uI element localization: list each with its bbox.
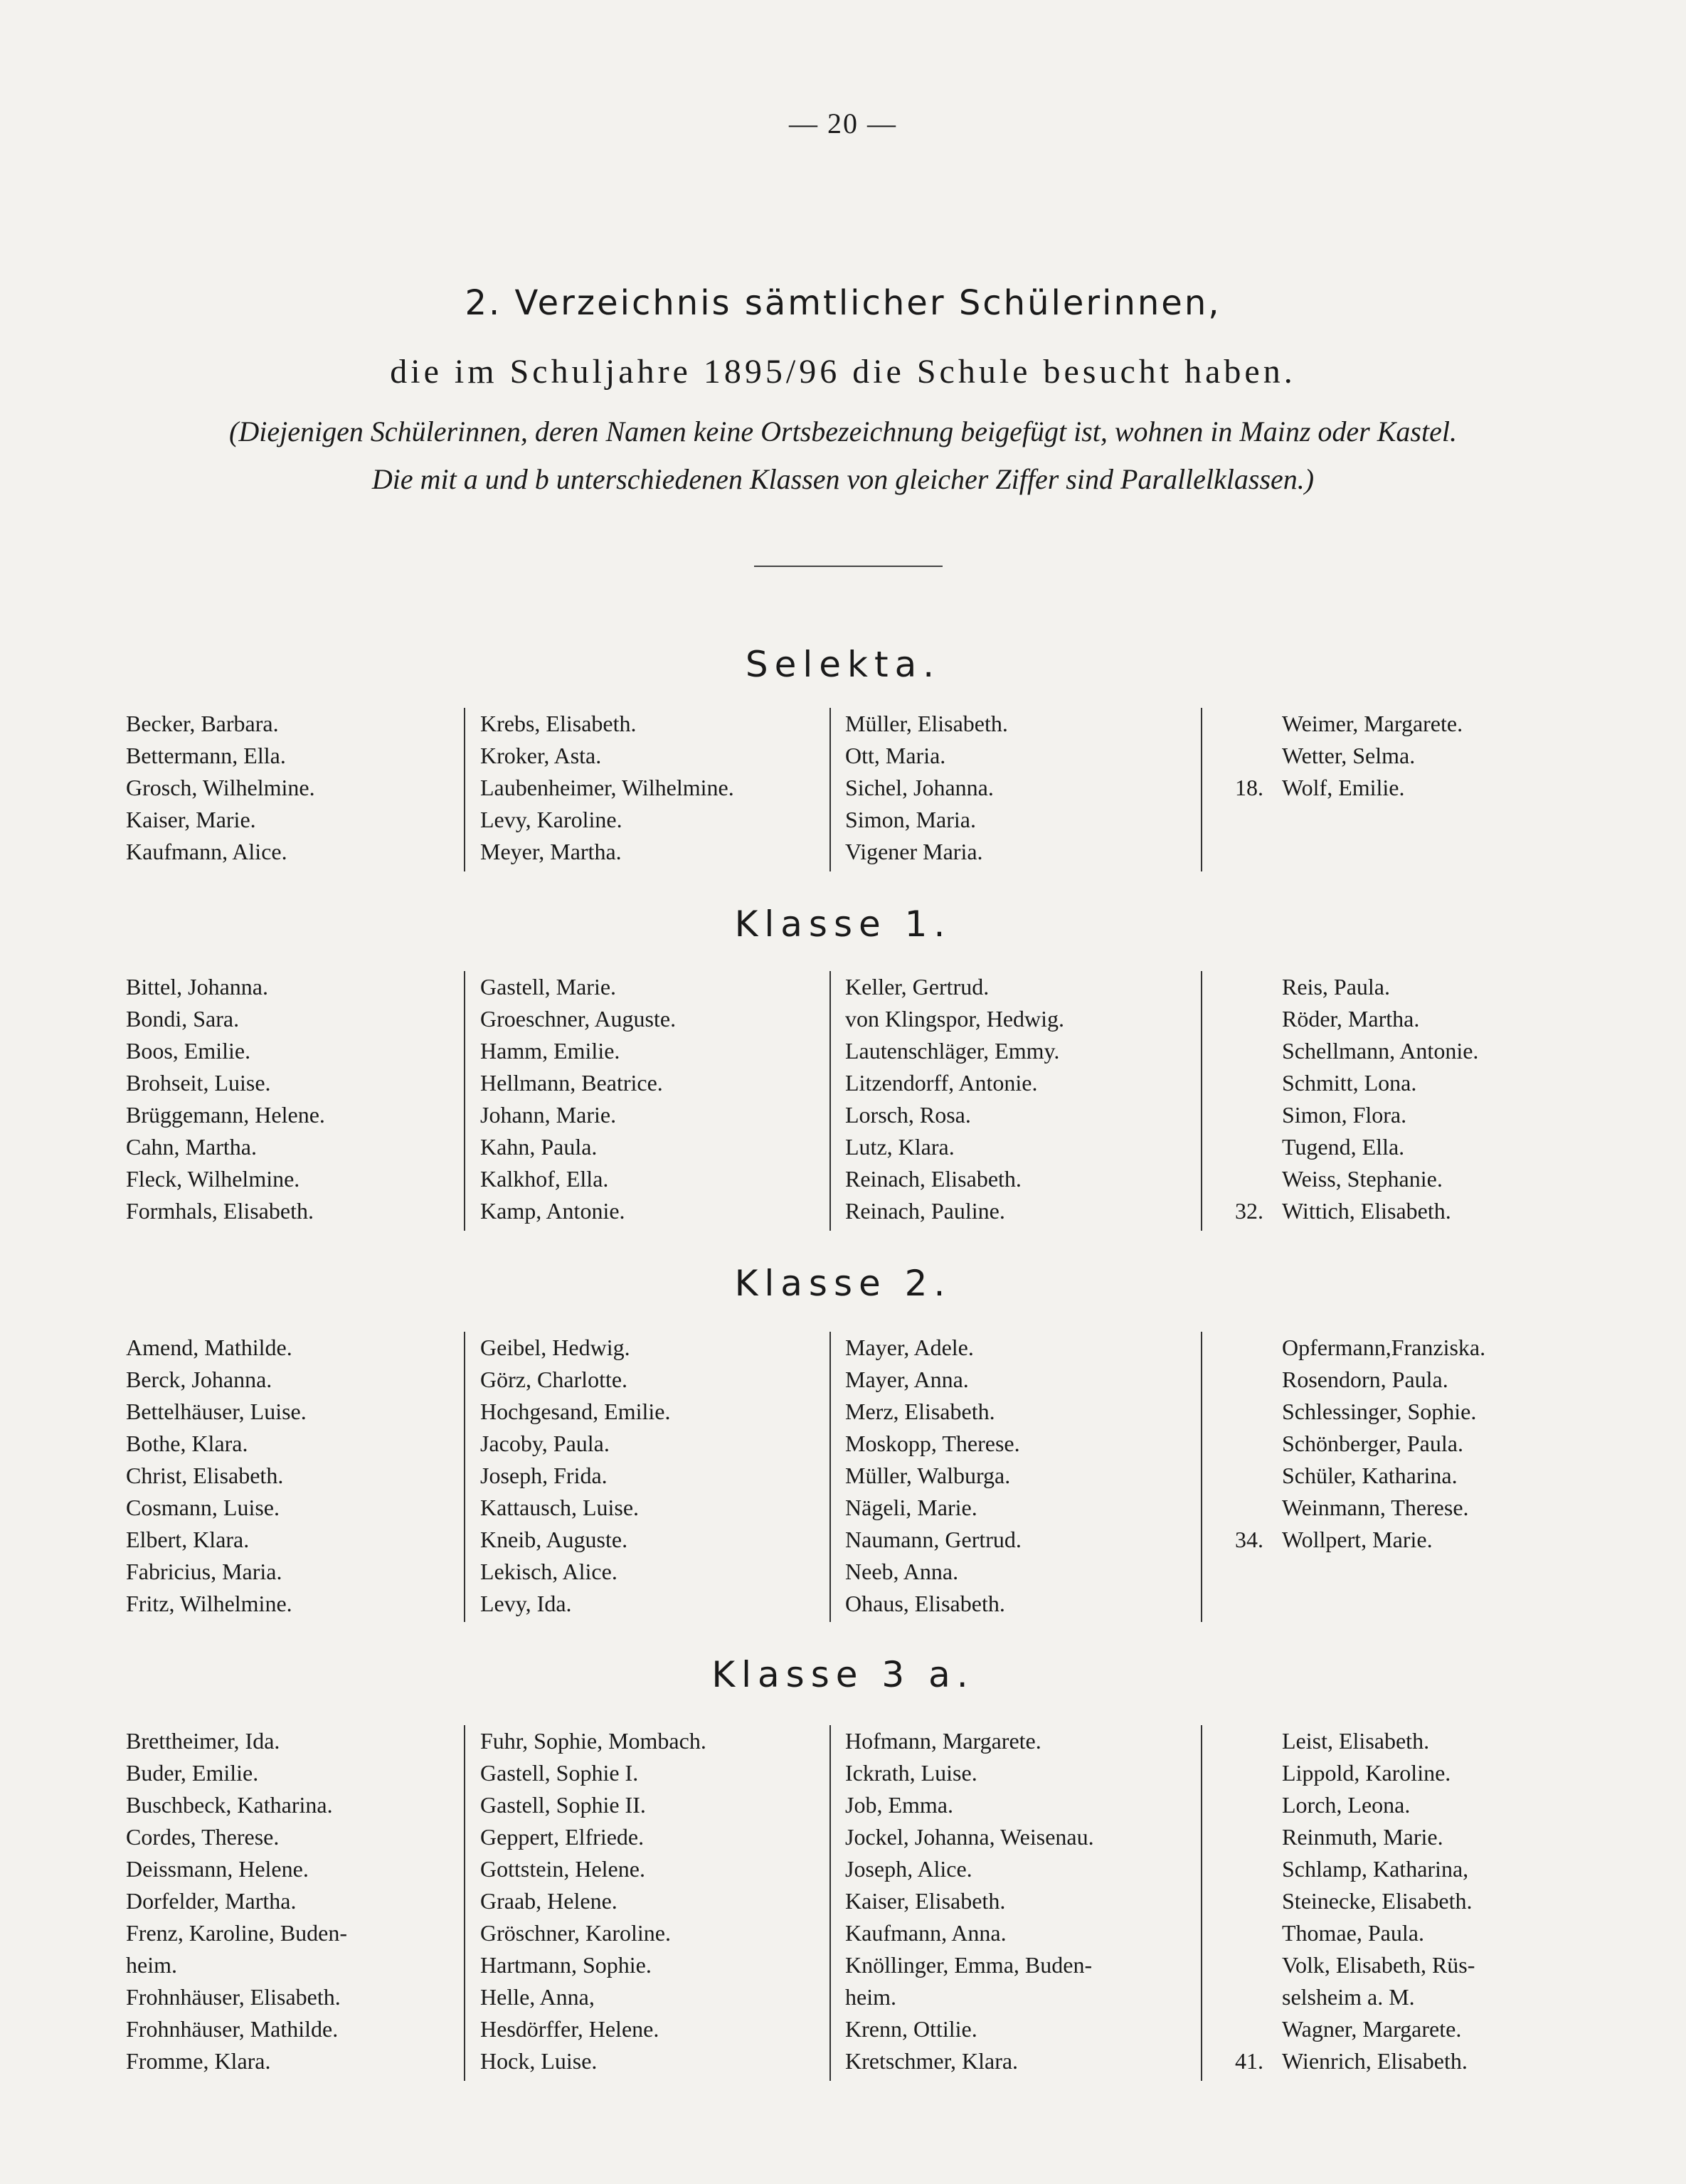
student-name: Reis, Paula. <box>1282 974 1390 1000</box>
student-name: Ott, Maria. <box>845 743 946 768</box>
student-name: Lorsch, Rosa. <box>845 1102 971 1128</box>
student-name: Gastell, Marie. <box>480 974 617 1000</box>
student-name: Groeschner, Auguste. <box>480 1006 677 1032</box>
student-count: 34. <box>1235 1527 1263 1552</box>
student-name: Levy, Karoline. <box>480 807 622 832</box>
student-name: Fabricius, Maria. <box>126 1559 282 1584</box>
student-name: Johann, Marie. <box>480 1102 617 1128</box>
student-name: Sichel, Johanna. <box>845 775 994 800</box>
list-subheading: die im Schuljahre 1895/96 die Schule besucht haben. <box>390 353 1296 391</box>
student-name: Gottstein, Helene. <box>480 1856 645 1882</box>
student-name: Leist, Elisabeth. <box>1282 1728 1430 1754</box>
student-name: Becker, Barbara. <box>126 711 279 736</box>
student-name: Jockel, Johanna, Weisenau. <box>845 1824 1094 1850</box>
student-name: Wolf, Emilie. <box>1282 775 1405 800</box>
student-name: Naumann, Gertrud. <box>845 1527 1022 1552</box>
student-name: Bittel, Johanna. <box>126 974 268 1000</box>
student-name: Mayer, Anna. <box>845 1367 969 1392</box>
student-name: Fuhr, Sophie, Mombach. <box>480 1728 706 1754</box>
name-column <box>480 1725 815 2077</box>
student-count: 41. <box>1235 2048 1263 2074</box>
student-name: Deissmann, Helene. <box>126 1856 309 1882</box>
student-name: Müller, Elisabeth. <box>845 711 1008 736</box>
student-name: Grosch, Wilhelmine. <box>126 775 315 800</box>
section-title-klasse-3a: Klasse 3 a. <box>711 1654 975 1695</box>
vertical-rule <box>464 1725 465 2081</box>
student-name: Steinecke, Elisabeth. <box>1282 1888 1473 1914</box>
student-name: Meyer, Martha. <box>480 839 622 864</box>
student-name: heim. <box>845 1984 896 2010</box>
student-name: Schlessinger, Sophie. <box>1282 1399 1477 1424</box>
student-name: Reinmuth, Marie. <box>1282 1824 1443 1850</box>
student-name: Nägeli, Marie. <box>845 1495 977 1520</box>
student-name: Lutz, Klara. <box>845 1134 955 1160</box>
vertical-rule <box>829 971 831 1231</box>
student-name: Weimer, Margarete. <box>1282 711 1463 736</box>
vertical-rule <box>1201 708 1202 871</box>
vertical-rule <box>1201 971 1202 1231</box>
name-column <box>480 1332 815 1620</box>
student-name: Boos, Emilie. <box>126 1038 251 1064</box>
student-name: Brohseit, Luise. <box>126 1070 271 1096</box>
student-name: Bettermann, Ella. <box>126 743 286 768</box>
student-name: Moskopp, Therese. <box>845 1431 1020 1456</box>
student-name: Hofmann, Margarete. <box>845 1728 1041 1754</box>
list-heading: 2. Verzeichnis sämtlicher Schülerinnen, <box>465 283 1221 323</box>
student-name: Gastell, Sophie II. <box>480 1792 646 1818</box>
student-name: Brettheimer, Ida. <box>126 1728 280 1754</box>
name-column <box>126 971 460 1227</box>
student-name: Kahn, Paula. <box>480 1134 598 1160</box>
vertical-rule <box>1201 1725 1202 2081</box>
student-name: Hartmann, Sophie. <box>480 1952 652 1978</box>
student-name: Kaufmann, Anna. <box>845 1920 1007 1946</box>
student-name: Keller, Gertrud. <box>845 974 990 1000</box>
student-name: Wittich, Elisabeth. <box>1282 1198 1451 1224</box>
student-name: Ohaus, Elisabeth. <box>845 1591 1005 1616</box>
student-name: Hellmann, Beatrice. <box>480 1070 663 1096</box>
student-name: Hamm, Emilie. <box>480 1038 620 1064</box>
student-name: Reinach, Elisabeth. <box>845 1166 1022 1192</box>
student-name: Hock, Luise. <box>480 2048 598 2074</box>
name-column <box>845 971 1179 1227</box>
student-name: selsheim a. M. <box>1282 1984 1415 2010</box>
student-name: Bothe, Klara. <box>126 1431 248 1456</box>
student-name: Fritz, Wilhelmine. <box>126 1591 292 1616</box>
student-name: Lautenschläger, Emmy. <box>845 1038 1060 1064</box>
section-title-klasse-1: Klasse 1. <box>734 903 952 945</box>
student-name: Cosmann, Luise. <box>126 1495 280 1520</box>
name-column <box>845 708 1179 868</box>
student-name: Kamp, Antonie. <box>480 1198 625 1224</box>
vertical-rule <box>829 1725 831 2081</box>
student-name: heim. <box>126 1952 177 1978</box>
student-name: Kaufmann, Alice. <box>126 839 287 864</box>
student-name: Elbert, Klara. <box>126 1527 250 1552</box>
student-name: Joseph, Alice. <box>845 1856 972 1882</box>
student-name: von Klingspor, Hedwig. <box>845 1006 1065 1032</box>
student-name: Schellmann, Antonie. <box>1282 1038 1479 1064</box>
student-name: Volk, Elisabeth, Rüs- <box>1282 1952 1475 1978</box>
student-name: Kneib, Auguste. <box>480 1527 628 1552</box>
student-name: Fromme, Klara. <box>126 2048 271 2074</box>
student-name: Reinach, Pauline. <box>845 1198 1005 1224</box>
name-column <box>1282 1725 1616 2077</box>
student-name: Lippold, Karoline. <box>1282 1760 1451 1786</box>
student-name: Hesdörffer, Helene. <box>480 2016 659 2042</box>
name-column <box>1282 971 1616 1227</box>
page-number: — 20 — <box>789 107 897 139</box>
student-name: Merz, Elisabeth. <box>845 1399 995 1424</box>
student-name: Schüler, Katharina. <box>1282 1463 1458 1488</box>
student-name: Schlamp, Katharina, <box>1282 1856 1469 1882</box>
student-name: Opfermann,Franziska. <box>1282 1335 1486 1360</box>
student-name: Brüggemann, Helene. <box>126 1102 325 1128</box>
student-name: Kaiser, Marie. <box>126 807 256 832</box>
student-name: Graab, Helene. <box>480 1888 617 1914</box>
vertical-rule <box>829 1332 831 1622</box>
name-column <box>480 971 815 1227</box>
vertical-rule <box>464 1332 465 1622</box>
student-name: Laubenheimer, Wilhelmine. <box>480 775 734 800</box>
student-count: 32. <box>1235 1198 1263 1224</box>
student-name: Frohnhäuser, Mathilde. <box>126 2016 339 2042</box>
student-count: 18. <box>1235 775 1263 800</box>
student-name: Bettelhäuser, Luise. <box>126 1399 307 1424</box>
vertical-rule <box>1201 1332 1202 1622</box>
note-line-1: (Diejenigen Schülerinnen, deren Namen keine Ortsbezeichnung beigefügt ist, wohnen in Mainz oder Kastel. <box>229 415 1457 447</box>
name-column <box>845 1725 1179 2077</box>
student-name: Fleck, Wilhelmine. <box>126 1166 300 1192</box>
student-name: Buder, Emilie. <box>126 1760 259 1786</box>
student-name: Berck, Johanna. <box>126 1367 272 1392</box>
student-name: Frenz, Karoline, Buden- <box>126 1920 348 1946</box>
section-title-selekta: Selekta. <box>745 644 941 685</box>
section-title-klasse-2: Klasse 2. <box>734 1263 952 1304</box>
student-name: Geppert, Elfriede. <box>480 1824 645 1850</box>
vertical-rule <box>464 971 465 1231</box>
student-name: Wetter, Selma. <box>1282 743 1416 768</box>
student-name: Dorfelder, Martha. <box>126 1888 297 1914</box>
student-name: Buschbeck, Katharina. <box>126 1792 333 1818</box>
student-name: Kaiser, Elisabeth. <box>845 1888 1006 1914</box>
student-name: Gastell, Sophie I. <box>480 1760 639 1786</box>
student-name: Röder, Martha. <box>1282 1006 1420 1032</box>
student-name: Neeb, Anna. <box>845 1559 959 1584</box>
student-name: Gröschner, Karoline. <box>480 1920 671 1946</box>
student-name: Bondi, Sara. <box>126 1006 240 1032</box>
name-column <box>480 708 815 868</box>
student-name: Joseph, Frida. <box>480 1463 608 1488</box>
name-column <box>126 708 460 868</box>
student-name: Kattausch, Luise. <box>480 1495 640 1520</box>
student-name: Formhals, Elisabeth. <box>126 1198 314 1224</box>
name-column <box>126 1332 460 1620</box>
student-name: Kretschmer, Klara. <box>845 2048 1019 2074</box>
student-name: Vigener Maria. <box>845 839 983 864</box>
student-name: Schönberger, Paula. <box>1282 1431 1463 1456</box>
student-name: Simon, Flora. <box>1282 1102 1407 1128</box>
student-name: Cordes, Therese. <box>126 1824 280 1850</box>
name-column <box>1282 1332 1616 1556</box>
student-name: Amend, Mathilde. <box>126 1335 292 1360</box>
student-name: Kroker, Asta. <box>480 743 602 768</box>
student-name: Weiss, Stephanie. <box>1282 1166 1443 1192</box>
student-name: Wollpert, Marie. <box>1282 1527 1433 1552</box>
student-name: Simon, Maria. <box>845 807 976 832</box>
name-column <box>126 1725 460 2077</box>
note-line-2: Die mit a und b unterschiedenen Klassen von gleicher Ziffer sind Parallelklassen.) <box>371 463 1315 495</box>
student-name: Jacoby, Paula. <box>480 1431 610 1456</box>
name-column <box>1282 708 1616 804</box>
student-name: Hochgesand, Emilie. <box>480 1399 671 1424</box>
student-name: Thomae, Paula. <box>1282 1920 1424 1946</box>
student-name: Litzendorff, Antonie. <box>845 1070 1038 1096</box>
student-name: Wagner, Margarete. <box>1282 2016 1462 2042</box>
vertical-rule <box>464 708 465 871</box>
student-name: Kalkhof, Ella. <box>480 1166 609 1192</box>
student-name: Frohnhäuser, Elisabeth. <box>126 1984 341 2010</box>
student-name: Wienrich, Elisabeth. <box>1282 2048 1468 2074</box>
student-name: Görz, Charlotte. <box>480 1367 628 1392</box>
divider <box>754 566 943 567</box>
student-name: Knöllinger, Emma, Buden- <box>845 1952 1093 1978</box>
student-name: Müller, Walburga. <box>845 1463 1011 1488</box>
student-name: Mayer, Adele. <box>845 1335 974 1360</box>
student-name: Krebs, Elisabeth. <box>480 711 637 736</box>
student-name: Christ, Elisabeth. <box>126 1463 284 1488</box>
student-name: Cahn, Martha. <box>126 1134 257 1160</box>
student-name: Tugend, Ella. <box>1282 1134 1405 1160</box>
student-name: Krenn, Ottilie. <box>845 2016 977 2042</box>
student-name: Job, Emma. <box>845 1792 953 1818</box>
student-name: Geibel, Hedwig. <box>480 1335 630 1360</box>
student-name: Ickrath, Luise. <box>845 1760 977 1786</box>
student-name: Schmitt, Lona. <box>1282 1070 1417 1096</box>
student-name: Helle, Anna, <box>480 1984 595 2010</box>
student-name: Weinmann, Therese. <box>1282 1495 1469 1520</box>
student-name: Rosendorn, Paula. <box>1282 1367 1448 1392</box>
student-name: Lorch, Leona. <box>1282 1792 1411 1818</box>
vertical-rule <box>829 708 831 871</box>
student-name: Lekisch, Alice. <box>480 1559 617 1584</box>
student-name: Levy, Ida. <box>480 1591 572 1616</box>
name-column <box>845 1332 1179 1620</box>
